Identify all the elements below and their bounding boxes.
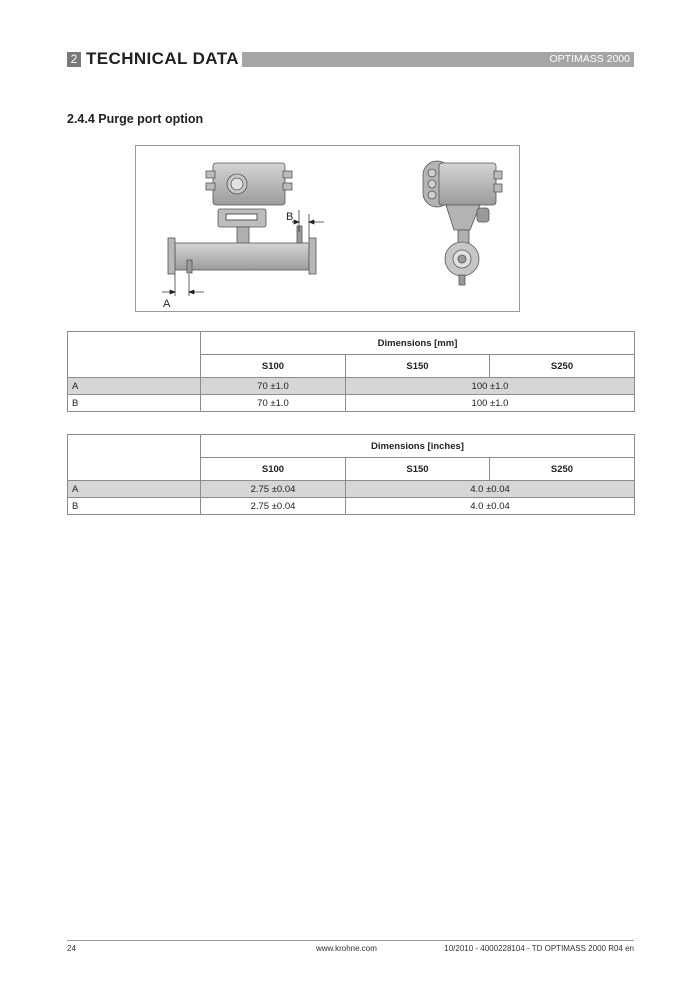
header-bar <box>242 52 634 67</box>
page-number: 24 <box>67 944 76 953</box>
sensor-neck <box>237 227 249 244</box>
chapter-number-badge: 2 <box>67 52 81 67</box>
column-header: S150 <box>346 458 490 481</box>
table-cell: 2.75 ±0.04 <box>201 481 346 498</box>
table-cell: 4.0 ±0.04 <box>346 498 635 515</box>
table-cell: 2.75 ±0.04 <box>201 498 346 515</box>
document-reference: 10/2010 - 4000228104 - TD OPTIMASS 2000 R04 en <box>444 944 634 953</box>
converter-housing <box>213 163 285 205</box>
empty-corner-cell <box>68 435 201 481</box>
sensor-tube <box>175 243 309 270</box>
row-label: A <box>68 481 201 498</box>
group-header: Dimensions [mm] <box>201 332 635 355</box>
table-row <box>68 395 635 412</box>
purge-port-b <box>297 226 302 243</box>
column-header: S250 <box>490 355 635 378</box>
table-cell: 4.0 ±0.04 <box>346 481 635 498</box>
section-title: 2.4.4 Purge port option <box>67 112 204 126</box>
table-row <box>68 378 635 395</box>
flange-right <box>309 238 316 274</box>
page-header <box>67 50 634 70</box>
side-view <box>423 161 502 285</box>
table-cell: 100 ±1.0 <box>346 378 635 395</box>
dimension-label-b: B <box>286 211 294 223</box>
product-name: OPTIMASS 2000 <box>549 53 630 65</box>
flowmeter-drawing <box>136 146 521 313</box>
row-label: B <box>68 395 201 412</box>
dimensions-inches-table <box>67 434 635 515</box>
table-cell: 70 ±1.0 <box>201 395 346 412</box>
table-cell: 70 ±1.0 <box>201 378 346 395</box>
row-label: A <box>68 378 201 395</box>
purge-port-a <box>187 260 192 273</box>
dimensions-mm-table <box>67 331 635 412</box>
column-header: S100 <box>201 458 346 481</box>
table-row <box>68 481 635 498</box>
chapter-title: TECHNICAL DATA <box>86 49 239 68</box>
front-view <box>168 163 316 274</box>
footer-divider <box>67 940 634 941</box>
table-cell: 100 ±1.0 <box>346 395 635 412</box>
column-header: S100 <box>201 355 346 378</box>
row-label: B <box>68 498 201 515</box>
side-neck <box>446 205 480 230</box>
group-header: Dimensions [inches] <box>201 435 635 458</box>
column-header: S150 <box>346 355 490 378</box>
table-row <box>68 498 635 515</box>
empty-corner-cell <box>68 332 201 378</box>
dimension-label-a: A <box>163 298 171 310</box>
purge-port-figure <box>135 145 520 312</box>
flange-left <box>168 238 175 274</box>
website-link[interactable]: www.krohne.com <box>316 944 377 953</box>
dimension-a <box>162 274 204 296</box>
column-header: S250 <box>490 458 635 481</box>
